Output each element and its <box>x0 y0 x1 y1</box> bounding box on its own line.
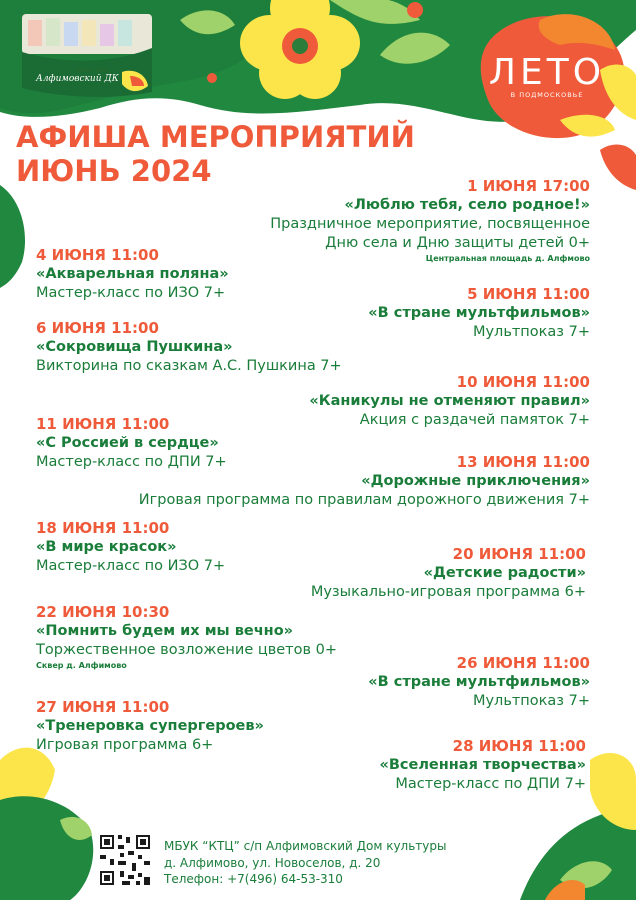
leto-word: ЛЕТО <box>488 52 606 93</box>
event-item <box>270 177 590 265</box>
event-name: «Помнить будем их мы вечно» <box>36 623 294 639</box>
event-date: 13 ИЮНЯ 11:00 <box>456 453 590 471</box>
event-description: Торжественное возложение цветов 0+ <box>36 642 338 658</box>
event-date: 1 ИЮНЯ 17:00 <box>467 177 590 195</box>
event-item <box>379 737 586 794</box>
footer-address: д. Алфимово, ул. Новоселов, д. 20 <box>164 855 381 870</box>
event-name: «В мире красок» <box>36 539 177 555</box>
event-date: 6 ИЮНЯ 11:00 <box>36 319 159 337</box>
event-name: «Дорожные приключения» <box>361 473 590 489</box>
footer-contacts <box>164 838 446 888</box>
event-name: «Тренеровка супергероев» <box>36 718 264 734</box>
page-title-line-2: ИЮНЬ 2024 <box>16 154 212 188</box>
event-description: Акция с раздачей памяток 7+ <box>359 412 590 428</box>
event-name: «С Россией в сердце» <box>36 435 219 451</box>
event-name: «В стране мультфильмов» <box>368 305 590 321</box>
event-name: «В стране мультфильмов» <box>368 674 590 690</box>
event-description: Игровая программа по правилам дорожного движения 7+ <box>138 492 590 508</box>
footer-phone: Телефон: +7(496) 64-53-310 <box>164 872 343 886</box>
leto-subtitle: В ПОДМОСКОВЬЕ <box>510 91 584 99</box>
event-description: Мастер-класс по ДПИ 7+ <box>395 776 586 792</box>
event-item <box>309 373 590 430</box>
event-item <box>368 285 590 342</box>
leto-badge <box>482 52 612 99</box>
event-name: «Сокровища Пушкина» <box>36 339 233 355</box>
event-description: Мультпоказ 7+ <box>472 324 590 340</box>
logo-name-text: Алфимовский ДК <box>36 74 119 84</box>
event-description: Праздничное мероприятие, посвященное <box>270 216 590 232</box>
event-date: 28 ИЮНЯ 11:00 <box>452 737 586 755</box>
logo-org-text: МБУК "КТЦ" <box>76 68 111 74</box>
event-date: 22 ИЮНЯ 10:30 <box>36 603 170 621</box>
event-item <box>368 654 590 711</box>
event-item <box>139 453 590 510</box>
event-name: «Акварельная поляна» <box>36 266 229 282</box>
event-date: 26 ИЮНЯ 11:00 <box>456 654 590 672</box>
event-description: Мультпоказ 7+ <box>472 693 590 709</box>
event-description: Мастер-класс по ДПИ 7+ <box>36 454 227 470</box>
event-name: «Вселенная творчества» <box>379 757 586 773</box>
event-item <box>36 698 264 755</box>
event-description: Мастер-класс по ИЗО 7+ <box>36 558 226 574</box>
logo <box>22 14 152 98</box>
event-description: Игровая программа 6+ <box>36 737 214 753</box>
logo-emblem-icon <box>22 14 152 98</box>
event-date: 4 ИЮНЯ 11:00 <box>36 246 159 264</box>
event-description: Мастер-класс по ИЗО 7+ <box>36 285 226 301</box>
event-description-2: Дню села и Дню защиты детей 0+ <box>325 235 590 251</box>
event-date: 27 ИЮНЯ 11:00 <box>36 698 170 716</box>
event-date: 10 ИЮНЯ 11:00 <box>456 373 590 391</box>
footer-org: МБУК “КТЦ” с/п Алфимовский Дом культуры <box>164 839 447 853</box>
qr-code-icon <box>98 833 152 887</box>
event-date: 5 ИЮНЯ 11:00 <box>467 285 590 303</box>
event-name: «Каникулы не отменяют правил» <box>309 393 590 409</box>
event-name: «Люблю тебя, село родное!» <box>344 197 590 213</box>
event-item <box>36 319 342 376</box>
event-location: Сквер д. Алфимово <box>36 661 127 670</box>
event-description: Викторина по сказкам А.С. Пушкина 7+ <box>36 358 342 374</box>
event-location: Центральная площадь д. Алфмово <box>425 254 590 263</box>
event-date: 18 ИЮНЯ 11:00 <box>36 519 170 537</box>
event-item <box>36 603 337 672</box>
event-item <box>36 519 225 576</box>
event-description: Музыкально-игровая программа 6+ <box>310 584 586 600</box>
event-item <box>36 246 229 303</box>
event-item <box>311 545 586 602</box>
page-title-line-1: АФИША МЕРОПРИЯТИЙ <box>16 120 415 154</box>
event-date: 11 ИЮНЯ 11:00 <box>36 415 170 433</box>
event-date: 20 ИЮНЯ 11:00 <box>452 545 586 563</box>
event-name: «Детские радости» <box>423 565 586 581</box>
